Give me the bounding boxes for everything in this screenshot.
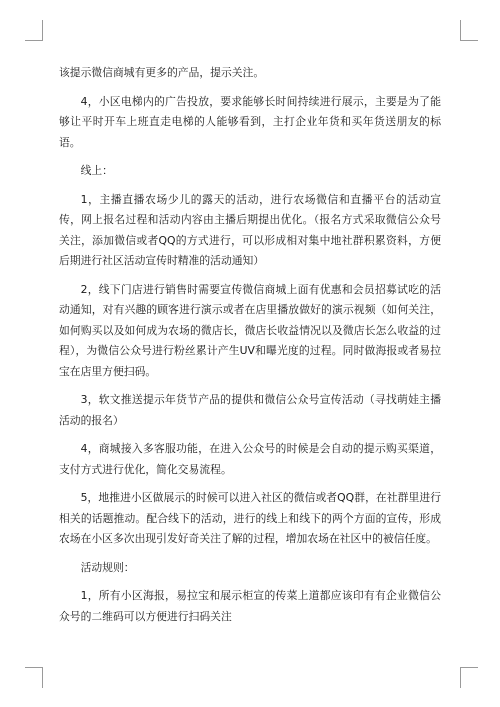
paragraph-continuation: 该提示微信商城有更多的产品，提示关注。 [59,66,265,79]
crop-mark-top-right [460,20,478,41]
heading-online: 线上： [80,164,113,177]
crop-mark-bottom-right [460,667,478,688]
paragraph-rule-1: 1，所有小区海报，易拉宝和展示柜宣的传菜上道都应该印有有企业微信公众号的二维码可以方便进行扫码关注 [59,589,441,623]
paragraph-soft-article: 3，软文推送提示年货节产品的提供和微信公众号宣传活动（寻找萌娃主播活动的报名） [59,393,441,427]
paragraph-community-promotion: 5，地推进小区做展示的时候可以进入社区的微信或者QQ群，在社群里进行相关的话题推动。配合线下的活动，进行的线上和线下的两个方面的宣传，形成农场在小区多次出现引发好奇关注了解的过程，增加农场在社区中的被信任度。 [59,491,441,545]
paragraph-offline-store: 2，线下门店进行销售时需要宣传微信商城上面有优惠和会员招募试吃的活动通知，对有兴趣的顾客进行演示或者在店里播放做好的演示视频（如何关注，如何购买以及如何成为农场的微店长，微店长收益情况以及微店长怎么收益的过程），为微信公众号进行粉丝累计产生UV和曝光度的过程。同时做海报或者易拉宝在店里方便扫码。 [59,282,441,378]
crop-mark-top-left [25,20,43,41]
crop-mark-bottom-left [25,667,43,688]
paragraph-livestream: 1，主播直播农场少儿的露天的活动，进行农场微信和直播平台的活动宣传，网上报名过程和活动内容由主播后期提出优化。（报名方式采取微信公众号关注，添加微信或者QQ的方式进行，可以形成相对集中地社群积累资料，方便后期进行社区活动宣传时精准的活动通知） [59,192,441,267]
heading-activity-rules: 活动规则： [80,560,135,574]
paragraph-elevator-ads: 4，小区电梯内的广告投放，要求能够长时间持续进行展示，主要是为了能够让平时开车上班直走电梯的人能够看到，主打企业年货和买年货送朋友的标语。 [59,94,441,149]
paragraph-customer-service: 4，商城接入多客服功能，在进入公众号的时候是会自动的提示购买渠道，支付方式进行优化，简化交易流程。 [59,442,441,476]
document-body [59,63,441,635]
